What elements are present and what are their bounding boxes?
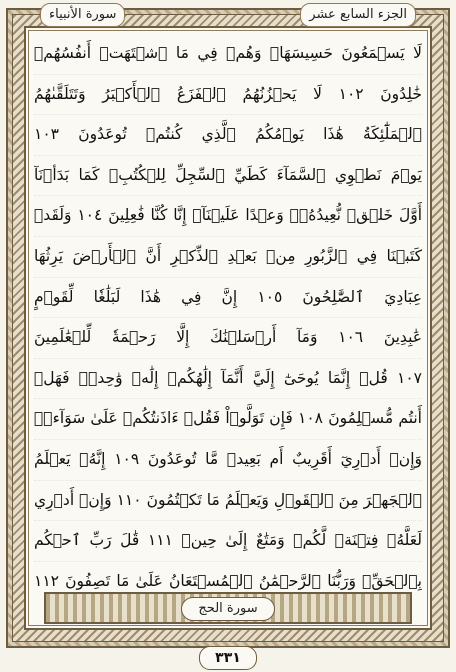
text-line-2: خَٰلِدُونَ ١٠٢ لَا يَحۡزُنُهُمُ ٱلۡفَزَعُ ٱلۡأَكۡبَرُ وَتَتَلَقَّىٰهُمُ <box>34 75 422 116</box>
juz-label: الجزء السابع عشر <box>300 3 416 27</box>
text-line-7: عِبَادِيَ ٱلصَّٰلِحُونَ ١٠٥ إِنَّ فِي هَٰذَا لَبَلَٰغٗا لِّقَوۡمٍ <box>34 278 422 319</box>
next-surah-title: سورة الحج <box>181 597 275 621</box>
text-line-11: وَإِنۡ أَدۡرِيٓ أَقَرِيبٌ أَم بَعِيدٞ مَّا تُوعَدُونَ ١٠٩ إِنَّهُۥ يَعۡلَمُ <box>34 440 422 481</box>
quran-text-area <box>34 34 422 590</box>
text-line-6: كَتَبۡنَا فِي ٱلزَّبُورِ مِنۢ بَعۡدِ ٱلذِّكۡرِ أَنَّ ٱلۡأَرۡضَ يَرِثُهَا <box>34 237 422 278</box>
text-line-10: أَنتُم مُّسۡلِمُونَ ١٠٨ فَإِن تَوَلَّوۡاْ فَقُلۡ ءَاذَنتُكُمۡ عَلَىٰ سَوَآءٖۖ <box>34 399 422 440</box>
surah-label: سورة الأنبياء <box>40 3 125 27</box>
text-line-8: عَٰبِدِينَ ١٠٦ وَمَآ أَرۡسَلۡنَٰكَ إِلَّا رَحۡمَةٗ لِّلۡعَٰلَمِينَ <box>34 318 422 359</box>
page-number: ٣٣١ <box>199 646 257 670</box>
text-line-14: بِٱلۡحَقِّۗ وَرَبُّنَا ٱلرَّحۡمَٰنُ ٱلۡمُسۡتَعَانُ عَلَىٰ مَا تَصِفُونَ ١١٢ <box>34 571 422 590</box>
text-line-3: ٱلۡمَلَٰٓئِكَةُ هَٰذَا يَوۡمُكُمُ ٱلَّذِي كُنتُمۡ تُوعَدُونَ ١٠٣ <box>34 115 422 156</box>
text-line-5: أَوَّلَ خَلۡقٖ نُّعِيدُهُۥۚ وَعۡدًا عَلَيۡنَآۚ إِنَّا كُنَّا فَٰعِلِينَ ١٠٤ وَلَقَدۡ <box>34 196 422 237</box>
text-line-13: لَعَلَّهُۥ فِتۡنَةٞ لَّكُمۡ وَمَتَٰعٌ إِلَىٰ حِينٖ ١١١ قَٰلَ رَبِّ ٱحۡكُم <box>34 521 422 562</box>
text-line-4: يَوۡمَ نَطۡوِي ٱلسَّمَآءَ كَطَيِّ ٱلسِّجِلِّ لِلۡكُتُبِۚ كَمَا بَدَأۡنَآ <box>34 156 422 197</box>
text-line-12: ٱلۡجَهۡرَ مِنَ ٱلۡقَوۡلِ وَيَعۡلَمُ مَا تَكۡتُمُونَ ١١٠ وَإِنۡ أَدۡرِي <box>34 481 422 522</box>
next-surah-banner <box>44 592 412 624</box>
text-line-1: لَا يَسۡمَعُونَ حَسِيسَهَاۖ وَهُمۡ فِي مَا ٱشۡتَهَتۡ أَنفُسُهُمۡ <box>34 34 422 75</box>
text-line-9: ١٠٧ قُلۡ إِنَّمَا يُوحَىٰٓ إِلَيَّ أَنَّمَآ إِلَٰهُكُمۡ إِلَٰهٞ وَٰحِدٞۖ فَهَلۡ <box>34 359 422 400</box>
